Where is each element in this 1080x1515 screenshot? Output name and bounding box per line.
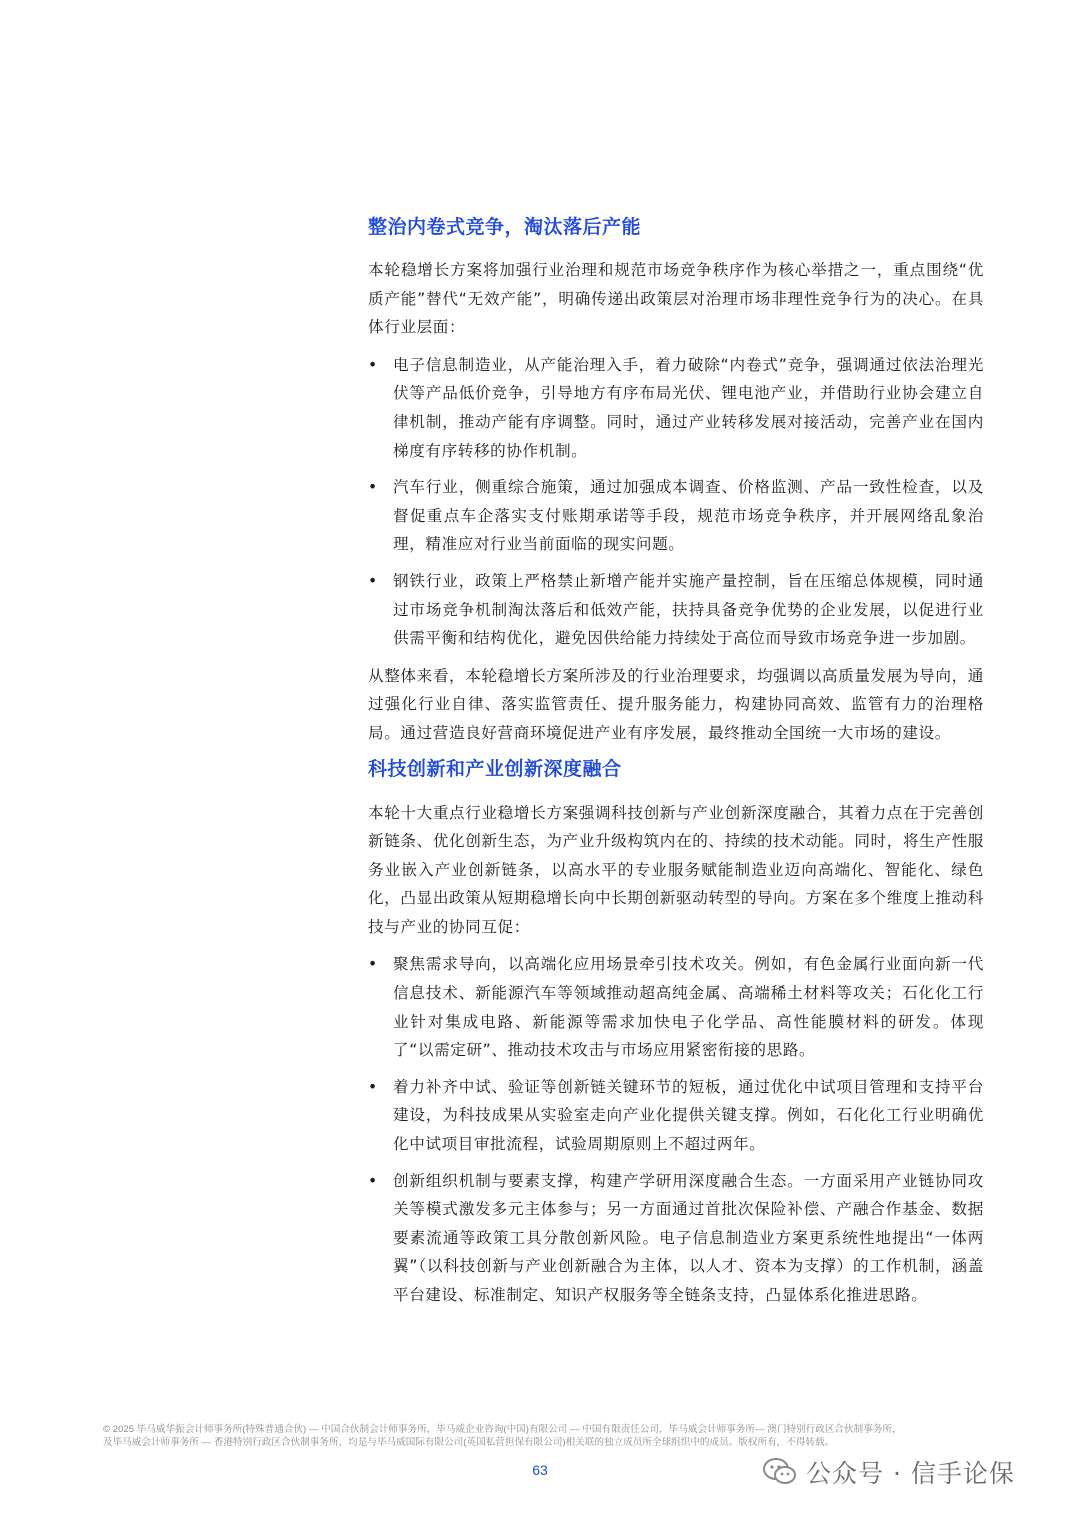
- watermark: [762, 1452, 1015, 1492]
- page-number: 63: [532, 1462, 548, 1478]
- list-item: • 着力补齐中试、验证等创新链关键环节的短板，通过优化中试项目管理和支持平台建设，为科技成果从实验室走向产业化提供关键支撑。例如，石化化工行业明确优化中试项目审批流程，试验周期原则上不超过两年。: [368, 1073, 984, 1159]
- article-body: [368, 208, 984, 1319]
- legal-line: © 2025 毕马威华振会计师事务所(特殊普通合伙) — 中国合伙制会计师事务所，毕马威企业咨询(中国)有限公司 — 中国有限责任公司，毕马威会计师事务所— 澳门特别行政区合伙制事务所，: [103, 1424, 902, 1435]
- watermark-text: 公众号 · 信手论保: [806, 1459, 1015, 1488]
- bullet-icon: •: [368, 571, 378, 590]
- legal-line: 及毕马威会计师事务所 — 香港特别行政区合伙制事务所，均是与毕马威国际有限公司(英国私营担保有限公司)相关联的独立成员所全球组织中的成员。版权所有，不得转载。: [103, 1437, 835, 1448]
- bullet-icon: •: [368, 1077, 378, 1096]
- list-item: • 钢铁行业，政策上严格禁止新增产能并实施产量控制，旨在压缩总体规模，同时通过市场竞争机制淘汰落后和低效产能，扶持具备竞争优势的企业发展，以促进行业供需平衡和结构优化，避免因供给能力持续处于高位而导致市场竞争进一步加剧。: [368, 567, 984, 653]
- list-item: • 汽车行业，侧重综合施策，通过加强成本调查、价格监测、产品一致性检查，以及督促重点车企落实支付账期承诺等手段，规范市场竞争秩序，并开展网络乱象治理，精准应对行业当前面临的现实问题。: [368, 473, 984, 559]
- bullet-list-competition: [368, 351, 984, 653]
- bullet-icon: •: [368, 1171, 378, 1190]
- section-heading-innovation: 科技创新和产业创新深度融合: [368, 757, 622, 780]
- section-conclusion-competition: 从整体来看，本轮稳增长方案所涉及的行业治理要求，均强调以高质量发展为导向，通过强化行业自律、落实监管责任、提升服务能力，构建协同高效、监管有力的治理格局。通过营造良好营商环境促进产业有序发展，最终推动全国统一大市场的建设。: [368, 666, 984, 742]
- bullet-icon: •: [368, 955, 378, 974]
- list-item: • 电子信息制造业，从产能治理入手，着力破除“内卷式”竞争，强调通过依法治理光伏等产品低价竞争，引导地方有序布局光伏、锂电池产业，并借助行业协会建立自律机制，推动产能有序调整。同时，通过产业转移发展对接活动，完善产业在国内梯度有序转移的协作机制。: [368, 351, 984, 465]
- bullet-icon: •: [368, 478, 378, 497]
- section-intro-innovation: 本轮十大重点行业稳增长方案强调科技创新与产业创新深度融合，其着力点在于完善创新链条、优化创新生态，为产业升级构筑内在的、持续的技术动能。同时，将生产性服务业嵌入产业创新链条，以高水平的专业服务赋能制造业迈向高端化、智能化、绿色化，凸显出政策从短期稳增长向中长期创新驱动转型的导向。方案在多个维度上推动科技与产业的协同互促：: [368, 803, 984, 936]
- wechat-icon: [762, 1457, 798, 1487]
- section-intro-competition: 本轮稳增长方案将加强行业治理和规范市场竞争秩序作为核心举措之一，重点围绕“优质产能”替代“无效产能”，明确传递出政策层对治理市场非理性竞争行为的决心。在具体行业层面：: [368, 261, 984, 337]
- legal-notice: [103, 1423, 1003, 1449]
- bullet-icon: •: [368, 355, 378, 374]
- list-item: • 聚焦需求导向，以高端化应用场景牵引技术攻关。例如，有色金属行业面向新一代信息技术、新能源汽车等领域推动超高纯金属、高端稀土材料等攻关；石化化工行业针对集成电路、新能源等需求加快电子化学品、高性能膜材料的研发。体现了“以需定研”、推动技术攻击与市场应用紧密衔接的思路。: [368, 950, 984, 1064]
- bullet-list-innovation: [368, 950, 984, 1309]
- list-item: • 创新组织机制与要素支撑，构建产学研用深度融合生态。一方面采用产业链协同攻关等模式激发多元主体参与；另一方面通过首批次保险补偿、产融合作基金、数据要素流通等政策工具分散创新风险。电子信息制造业方案更系统性地提出“一体两翼”（以科技创新与产业创新融合为主体，以人才、资本为支撑）的工作机制，涵盖平台建设、标准制定、知识产权服务等全链条支持，凸显体系化推进思路。: [368, 1167, 984, 1310]
- section-heading-competition: 整治内卷式竞争，淘汰落后产能: [368, 216, 642, 238]
